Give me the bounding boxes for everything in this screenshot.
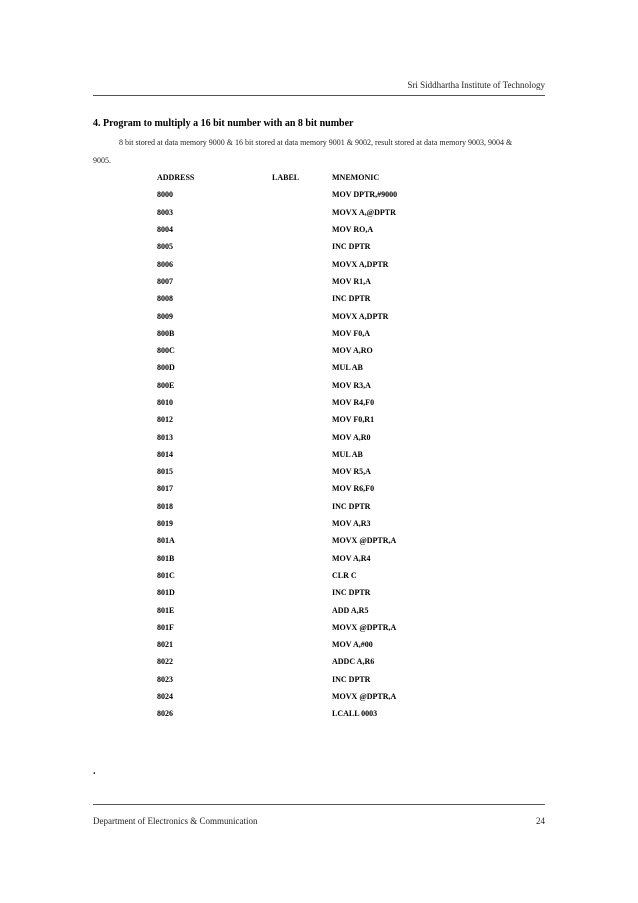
table-row [157,705,492,722]
cell-label [272,550,332,567]
table-row [157,238,492,255]
table-row [157,394,492,411]
cell-mnemonic: MUL AB [332,449,363,459]
cell-label [272,671,332,688]
table-row [157,671,492,688]
table-row [157,221,492,238]
table-row [157,273,492,290]
table-row [157,480,492,497]
cell-mnemonic: MOVX A,DPTR [332,311,389,321]
table-row [157,584,492,601]
cell-mnemonic: MOV A,R0 [332,432,371,442]
table-row [157,498,492,515]
table-header-row [157,169,492,186]
cell-label [272,377,332,394]
table-row [157,290,492,307]
table-row [157,411,492,428]
table-row [157,515,492,532]
cell-label [272,636,332,653]
cell-mnemonic: MOV F0,A [332,328,371,338]
table-row [157,342,492,359]
cell-mnemonic: MOV R3,A [332,380,371,390]
cell-address: 8026 [157,709,173,719]
cell-address: 8003 [157,207,173,217]
cell-mnemonic: MOV R1,A [332,276,371,286]
cell-address: 8017 [157,484,173,494]
cell-address: 8012 [157,415,173,425]
cell-address: 800B [157,328,175,338]
cell-label [272,601,332,618]
cell-label [272,567,332,584]
header-mnemonic: MNEMONIC [332,173,380,183]
cell-mnemonic: MOV A,R3 [332,519,371,529]
cell-mnemonic: MOV A,R4 [332,553,371,563]
cell-label [272,411,332,428]
cell-label [272,394,332,411]
cell-label [272,238,332,255]
header-divider [93,95,545,96]
cell-mnemonic: ADD A,R5 [332,605,369,615]
cell-label [272,705,332,722]
table-row [157,377,492,394]
cell-mnemonic: MOV R6,F0 [332,484,375,494]
header-label: LABEL [272,173,300,183]
table-row [157,428,492,445]
cell-label [272,204,332,221]
table-row [157,204,492,221]
cell-mnemonic: INC DPTR [332,501,371,511]
table-body [157,186,492,722]
cell-label [272,273,332,290]
cell-label [272,221,332,238]
section-title: 4. Program to multiply a 16 bit number with an 8 bit number [93,118,354,129]
footer-department: Department of Electronics & Communication [93,816,258,826]
cell-mnemonic: INC DPTR [332,242,371,252]
footer-divider [93,804,545,805]
cell-mnemonic: ADDC A,R6 [332,657,375,667]
cell-mnemonic: MOV A,RO [332,346,373,356]
cell-label [272,480,332,497]
cell-address: 8015 [157,467,173,477]
cell-label [272,307,332,324]
cell-mnemonic: MOV A,#00 [332,640,373,650]
table-row [157,636,492,653]
section-description-line2: 9005. [93,156,111,165]
cell-address: 8010 [157,398,173,407]
cell-label [272,498,332,515]
section-description-line1: 8 bit stored at data memory 9000 & 16 bit stored at data memory 9001 & 9002, result stored at data memory 9003, 9004 & [119,138,513,147]
table-row [157,532,492,549]
table-row [157,550,492,567]
cell-address: 8008 [157,294,173,304]
table-row [157,359,492,376]
cell-mnemonic: MOVX A,DPTR [332,259,389,269]
cell-label [272,186,332,203]
cell-mnemonic: LCALL 0003 [332,709,378,719]
cell-address: 8000 [157,190,173,200]
table-row [157,688,492,705]
cell-mnemonic: INC DPTR [332,294,371,304]
table-row [157,567,492,584]
cell-address: 8014 [157,449,173,459]
cell-mnemonic: CLR C [332,570,357,580]
cell-address: 801B [157,553,175,563]
table-row [157,463,492,480]
cell-label [272,290,332,307]
stray-dot: . [93,766,96,777]
cell-address: 801E [157,605,175,615]
table-row [157,619,492,636]
cell-mnemonic: MOV R5,A [332,467,371,477]
cell-mnemonic: MUL AB [332,363,363,373]
cell-address: 8018 [157,501,173,511]
cell-address: 8022 [157,657,173,667]
cell-mnemonic: MOVX @DPTR,A [332,692,397,702]
cell-address: 801C [157,570,175,580]
cell-label [272,619,332,636]
table-row [157,446,492,463]
cell-address: 8024 [157,692,173,702]
cell-label [272,515,332,532]
cell-address: 8019 [157,519,173,529]
cell-label [272,359,332,376]
program-table [157,169,492,723]
cell-address: 8023 [157,674,173,684]
table-row [157,325,492,342]
table-row [157,186,492,203]
cell-label [272,446,332,463]
cell-label [272,584,332,601]
cell-address: 8021 [157,640,173,650]
cell-mnemonic: MOV R4,F0 [332,398,375,407]
cell-address: 801D [157,588,175,598]
cell-mnemonic: MOV F0,R1 [332,415,375,425]
cell-mnemonic: MOVX A,@DPTR [332,207,396,217]
cell-address: 8007 [157,276,173,286]
table-row [157,255,492,272]
cell-mnemonic: MOV DPTR,#9000 [332,190,398,200]
cell-label [272,325,332,342]
cell-mnemonic: MOVX @DPTR,A [332,536,397,546]
cell-address: 801A [157,536,175,546]
cell-address: 8005 [157,242,173,252]
footer-page-number: 24 [536,816,545,826]
cell-mnemonic: INC DPTR [332,674,371,684]
cell-label [272,532,332,549]
cell-label [272,463,332,480]
cell-address: 800C [157,346,175,356]
cell-address: 8009 [157,311,173,321]
cell-address: 8013 [157,432,173,442]
header-institute: Sri Siddhartha Institute of Technology [407,80,545,90]
cell-label [272,342,332,359]
cell-address: 8006 [157,259,173,269]
cell-label [272,428,332,445]
cell-address: 800E [157,380,175,390]
header-address: ADDRESS [157,173,195,183]
table-row [157,307,492,324]
cell-mnemonic: MOVX @DPTR,A [332,622,397,632]
table-row [157,653,492,670]
cell-label [272,653,332,670]
cell-label [272,688,332,705]
table-row [157,601,492,618]
cell-address: 800D [157,363,175,373]
cell-address: 8004 [157,225,173,235]
cell-mnemonic: INC DPTR [332,588,371,598]
cell-address: 801F [157,622,174,632]
cell-label [272,255,332,272]
cell-mnemonic: MOV RO,A [332,225,374,235]
